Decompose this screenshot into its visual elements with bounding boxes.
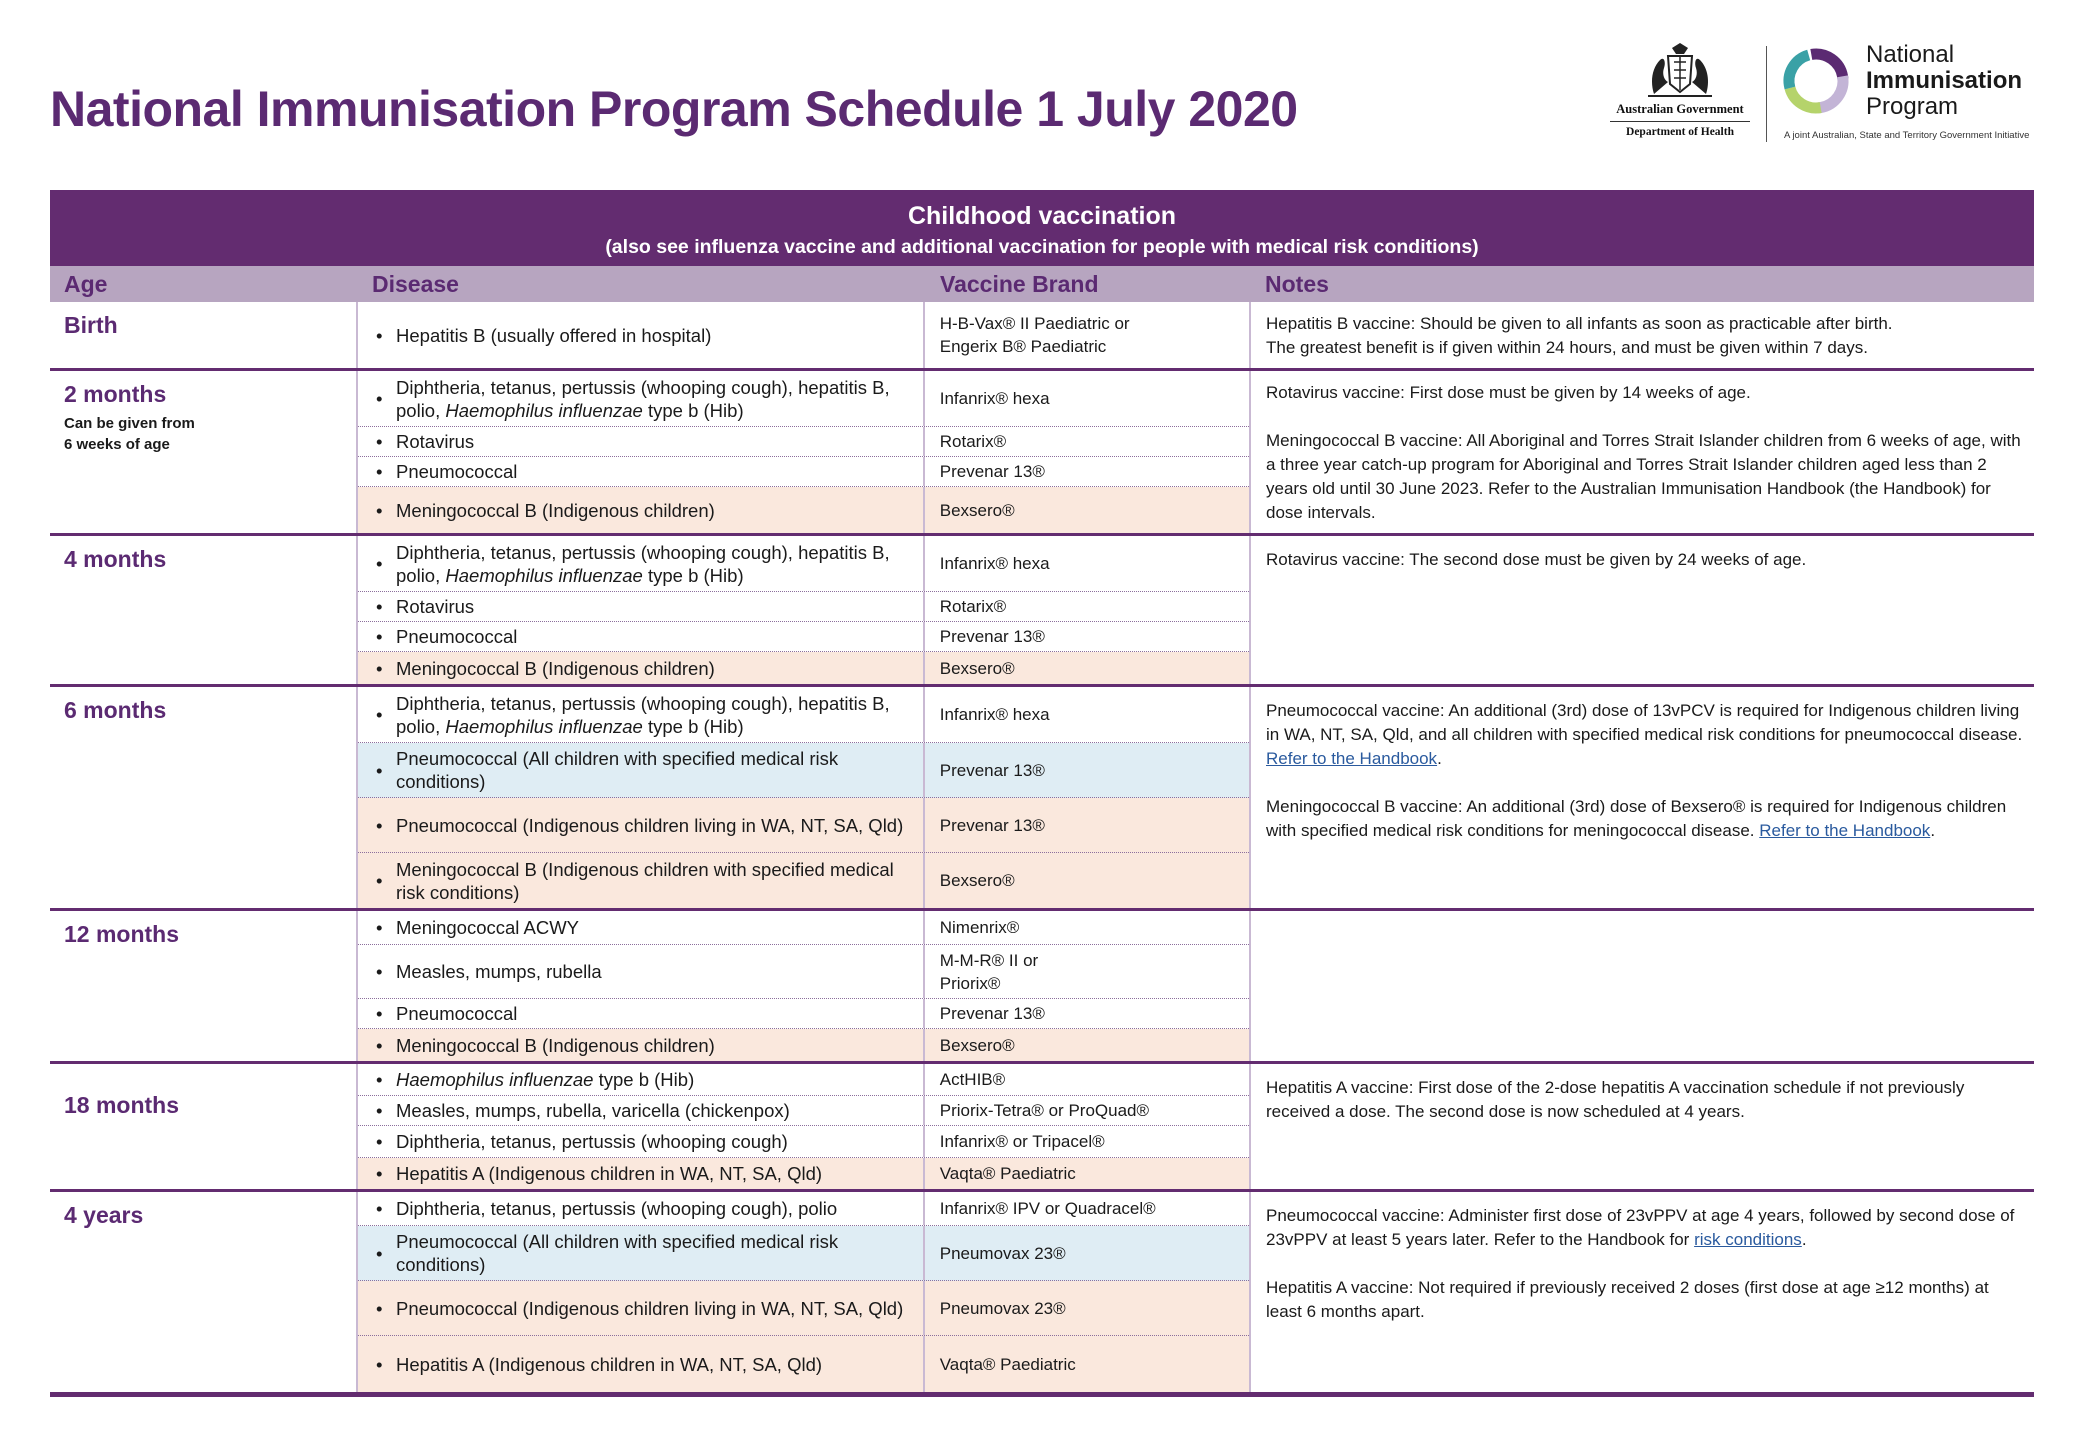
vaccine-cell <box>925 853 1249 908</box>
col-disease: Disease <box>372 270 459 297</box>
disease-cell <box>358 1158 925 1189</box>
disease-cell <box>358 427 925 456</box>
vaccine-cell <box>925 999 1249 1028</box>
col-age: Age <box>64 270 108 297</box>
vaccine-text: H-B-Vax® II Paediatric or Engerix B® Paediatric <box>939 314 1130 356</box>
note-text <box>1266 548 2024 572</box>
vaccine-text: ActHIB® <box>939 1070 1006 1089</box>
disease-text: Diphtheria, tetanus, pertussis (whooping cough), polio <box>396 1198 838 1219</box>
gov-line1: Australian Government <box>1616 102 1744 116</box>
vaccine-cell <box>925 1192 1249 1225</box>
notes-cell <box>1251 1064 2034 1189</box>
logo-bar <box>1600 42 2040 152</box>
age-cell <box>50 1064 358 1189</box>
note-text <box>1266 1276 2024 1324</box>
disease-text: Rotavirus <box>396 596 475 617</box>
disease-cell <box>358 302 925 368</box>
col-vaccine: Vaccine Brand <box>940 270 1099 297</box>
table-row <box>358 743 1249 798</box>
vaccine-text: Vaqta® Paediatric <box>939 1354 1076 1374</box>
age-cell <box>50 911 358 1061</box>
disease-cell <box>358 487 925 533</box>
australian-government-logo <box>1600 42 1760 142</box>
note-body: Rotavirus vaccine: First dose must be given by 14 weeks of age. <box>1266 383 1751 402</box>
age-group-2 <box>50 536 2034 687</box>
vaccine-cell <box>925 1226 1249 1280</box>
vaccine-cell <box>925 536 1249 591</box>
age-label: 6 months <box>64 697 167 723</box>
note-text <box>1266 1076 2024 1124</box>
vaccine-cell <box>925 1126 1249 1157</box>
handbook-link[interactable]: Refer to the Handbook <box>1759 821 1931 840</box>
disease-text: Diphtheria, tetanus, pertussis (whooping cough), hepatitis B, polio, Haemophilus influenzae type b (Hib) <box>396 692 890 737</box>
disease-cell <box>358 1029 925 1061</box>
vaccine-cell <box>925 622 1249 651</box>
vaccine-cell <box>925 371 1249 426</box>
bullet-icon: • <box>376 1003 383 1024</box>
note-body: Hepatitis A vaccine: Not required if previously received 2 doses (first dose at age ≥12 months) at least 6 months apart. <box>1266 1278 1989 1321</box>
bullet-icon: • <box>376 499 383 521</box>
vaccine-cell <box>925 945 1249 998</box>
note-text: Meningococcal B vaccine: An additional (3rd) dose of Bexsero® is required for Indigenous children with specified medical risk conditions for meningococcal disease. Refer to the Handbook. <box>1266 797 2007 840</box>
notes-cell <box>1251 911 2034 1061</box>
section-title: Childhood vaccination <box>907 202 1177 230</box>
vaccine-text: Priorix-Tetra® or ProQuad® <box>939 1101 1150 1120</box>
table-row <box>358 1192 1249 1226</box>
vaccine-rows <box>358 687 1251 908</box>
disease-text: Meningococcal B (Indigenous children) <box>396 657 715 679</box>
bullet-icon: • <box>376 657 383 679</box>
table-row <box>358 622 1249 652</box>
nip-wordmark <box>1866 42 2022 120</box>
table-row <box>358 999 1249 1029</box>
nip-ring-icon <box>1780 45 1852 117</box>
disease-cell <box>358 457 925 486</box>
disease-text: Hepatitis A (Indigenous children in WA, NT, SA, Qld) <box>396 1163 823 1184</box>
vaccine-cell <box>925 1158 1249 1189</box>
disease-cell <box>358 798 925 852</box>
table-row <box>358 1281 1249 1336</box>
age-cell <box>50 536 358 684</box>
disease-text: Meningococcal ACWY <box>396 917 580 938</box>
bullet-icon: • <box>376 324 383 346</box>
table-row <box>358 853 1249 908</box>
bullet-icon: • <box>376 461 383 482</box>
note-body: Hepatitis B vaccine: Should be given to all infants as soon as practicable after birth. The greatest benefit is if given within 24 hours, and must be given within 7 days. <box>1266 314 1893 357</box>
disease-text: Meningococcal B (Indigenous children) <box>396 499 715 521</box>
table-row <box>358 798 1249 853</box>
note-body: Rotavirus vaccine: The second dose must be given by 24 weeks of age. <box>1266 550 1807 569</box>
bullet-icon: • <box>376 388 383 409</box>
note-text: Pneumococcal vaccine: Administer first dose of 23vPPV at age 4 years, followed by second dose of 23vPPV at least 5 years later. Refer to the Handbook for risk conditions. <box>1266 1206 2015 1249</box>
vaccine-cell <box>925 798 1249 852</box>
disease-text: Pneumococcal <box>396 1003 518 1024</box>
vaccine-text: M-M-R® II or Priorix® <box>939 950 1039 993</box>
nip-tagline: A joint Australian, State and Territory Government Initiative <box>1784 130 2030 141</box>
table-row <box>358 1029 1249 1061</box>
age-cell <box>50 1192 358 1392</box>
disease-text: Measles, mumps, rubella, varicella (chickenpox) <box>396 1100 790 1121</box>
disease-text: Hepatitis B (usually offered in hospital) <box>396 324 712 346</box>
note-body: Hepatitis A vaccine: First dose of the 2-dose hepatitis A vaccination schedule if not previously received a dose. The second dose is now scheduled at 4 years. <box>1266 1078 1965 1121</box>
section-band <box>50 190 2034 266</box>
table-row <box>358 1064 1249 1096</box>
bullet-icon: • <box>376 1242 383 1264</box>
disease-text: Diphtheria, tetanus, pertussis (whooping cough), hepatitis B, polio, Haemophilus influenzae type b (Hib) <box>396 541 890 586</box>
disease-cell <box>358 1126 925 1157</box>
vaccine-cell <box>925 427 1249 456</box>
disease-text: Meningococcal B (Indigenous children) <box>396 1034 715 1056</box>
table-row <box>358 1096 1249 1126</box>
schedule-body <box>50 302 2034 1395</box>
disease-text: Pneumococcal <box>396 461 518 482</box>
disease-cell <box>358 911 925 944</box>
disease-text: Diphtheria, tetanus, pertussis (whooping cough) <box>396 1131 788 1152</box>
disease-cell <box>358 853 925 908</box>
table-row <box>358 1126 1249 1158</box>
age-label: 4 months <box>64 546 167 572</box>
age-label: 4 years <box>64 1202 144 1228</box>
bullet-icon: • <box>376 1034 383 1056</box>
disease-text: Meningococcal B (Indigenous children with specified medical risk conditions) <box>396 858 894 903</box>
age-group-4 <box>50 911 2034 1064</box>
note-text <box>1266 429 2024 525</box>
vaccine-text: Infanrix® hexa <box>939 705 1050 724</box>
table-row <box>358 427 1249 457</box>
disease-cell <box>358 592 925 621</box>
vaccine-cell <box>925 302 1249 368</box>
vaccine-text: Bexsero® <box>939 1035 1015 1055</box>
disease-cell <box>358 1096 925 1125</box>
disease-text: Haemophilus influenzae type b (Hib) <box>396 1069 695 1090</box>
page-title: National Immunisation Program Schedule 1 July 2020 <box>50 81 1298 137</box>
disease-text: Diphtheria, tetanus, pertussis (whooping cough), hepatitis B, polio, Haemophilus influenzae type b (Hib) <box>396 376 890 421</box>
vaccine-text: Bexsero® <box>939 500 1015 520</box>
note-text <box>1266 312 2024 360</box>
disease-text: Pneumococcal (All children with specified medical risk conditions) <box>396 1231 839 1275</box>
note-text <box>1266 381 2024 405</box>
bullet-icon: • <box>376 1069 383 1090</box>
disease-cell <box>358 999 925 1028</box>
bullet-icon: • <box>376 1353 383 1375</box>
vaccine-text: Infanrix® hexa <box>939 389 1050 408</box>
bullet-icon: • <box>376 553 383 574</box>
vaccine-cell <box>925 592 1249 621</box>
section-subtitle: (also see influenza vaccine and additional vaccination for people with medical risk conditions) <box>605 236 1479 258</box>
age-group-3 <box>50 687 2034 911</box>
table-row <box>358 536 1249 592</box>
vaccine-cell <box>925 1064 1249 1095</box>
age-group-1 <box>50 371 2034 536</box>
vaccine-cell <box>925 1029 1249 1061</box>
vaccine-cell <box>925 1336 1249 1392</box>
table-row <box>358 302 1249 368</box>
note-body: Pneumococcal vaccine: An additional (3rd) dose of 13vPCV is required for Indigenous children living in WA, NT, SA, Qld, and all children with specified medical risk conditions for pneumococcal disease. <box>1266 701 2023 744</box>
vaccine-text: Rotarix® <box>939 597 1007 616</box>
vaccine-text: Prevenar 13® <box>939 815 1045 835</box>
vaccine-cell <box>925 1281 1249 1335</box>
age-label: 2 months <box>64 381 167 407</box>
vaccine-text: Infanrix® IPV or Quadracel® <box>939 1199 1156 1218</box>
vaccine-cell <box>925 652 1249 684</box>
notes-cell <box>1251 371 2034 533</box>
table-row <box>358 457 1249 487</box>
age-group-5 <box>50 1064 2034 1192</box>
bullet-icon: • <box>376 431 383 452</box>
coat-of-arms-icon <box>1640 42 1720 98</box>
table-row <box>358 371 1249 427</box>
disease-cell <box>358 1336 925 1392</box>
note-body: Pneumococcal vaccine: Administer first dose of 23vPPV at age 4 years, followed by second dose of 23vPPV at least 5 years later. Refer to the Handbook for <box>1266 1206 2015 1249</box>
disease-text: Pneumococcal (All children with specified medical risk conditions) <box>396 748 839 792</box>
vaccine-text: Prevenar 13® <box>939 627 1045 646</box>
age-cell <box>50 302 358 368</box>
disease-cell <box>358 1281 925 1335</box>
disease-cell <box>358 743 925 797</box>
vaccine-cell <box>925 911 1249 944</box>
vaccine-cell <box>925 1096 1249 1125</box>
vaccine-text: Pneumovax 23® <box>939 1298 1066 1318</box>
bullet-icon: • <box>376 1100 383 1121</box>
disease-cell <box>358 652 925 684</box>
table-row <box>358 592 1249 622</box>
vaccine-rows <box>358 536 1251 684</box>
bullet-icon: • <box>376 1163 383 1184</box>
table-row <box>358 687 1249 743</box>
table-row <box>358 487 1249 533</box>
table-row <box>358 1336 1249 1392</box>
vaccine-text: Infanrix® hexa <box>939 554 1050 573</box>
table-row <box>358 652 1249 684</box>
disease-text: Pneumococcal (Indigenous children living in WA, NT, SA, Qld) <box>396 814 904 836</box>
table-row <box>358 1158 1249 1189</box>
note-text: Pneumococcal vaccine: An additional (3rd) dose of 13vPCV is required for Indigenous children living in WA, NT, SA, Qld, and all children with specified medical risk conditions for pneumococcal disease. Refer to the Handbook. <box>1266 701 2023 768</box>
bullet-icon: • <box>376 704 383 725</box>
vaccine-cell <box>925 487 1249 533</box>
note-body: Meningococcal B vaccine: An additional (3rd) dose of Bexsero® is required for Indigenous children with specified medical risk conditions for meningococcal disease. <box>1266 797 2007 840</box>
disease-cell <box>358 622 925 651</box>
disease-text: Rotavirus <box>396 431 475 452</box>
table-bottom-rule <box>50 1392 2034 1397</box>
nip-line3: Program <box>1866 93 1959 120</box>
gov-line2: Department of Health <box>1626 126 1734 138</box>
notes-cell <box>1251 687 2034 908</box>
logo-divider <box>1766 46 1767 142</box>
table-row <box>358 945 1249 999</box>
bullet-icon: • <box>376 917 383 938</box>
nip-line1: National <box>1866 41 1955 68</box>
age-label: 18 months <box>64 1092 180 1118</box>
bullet-icon: • <box>376 870 383 891</box>
column-headers <box>50 266 2034 302</box>
vaccine-rows <box>358 911 1251 1061</box>
nip-line2: Immunisation <box>1866 67 2023 94</box>
disease-cell <box>358 536 925 591</box>
vaccine-text: Pneumovax 23® <box>939 1243 1066 1263</box>
vaccine-cell <box>925 457 1249 486</box>
bullet-icon: • <box>376 814 383 836</box>
vaccine-text: Prevenar 13® <box>939 760 1045 780</box>
notes-cell <box>1251 1192 2034 1392</box>
vaccine-text: Prevenar 13® <box>939 462 1045 481</box>
vaccine-rows <box>358 302 1251 368</box>
vaccine-text: Bexsero® <box>939 658 1015 678</box>
col-notes: Notes <box>1265 270 1329 297</box>
disease-text: Measles, mumps, rubella <box>396 961 602 982</box>
disease-cell <box>358 945 925 998</box>
age-cell <box>50 687 358 908</box>
notes-cell <box>1251 302 2034 368</box>
disease-cell <box>358 371 925 426</box>
vaccine-text: Vaqta® Paediatric <box>939 1164 1076 1183</box>
vaccine-text: Rotarix® <box>939 432 1007 451</box>
vaccine-rows <box>358 1064 1251 1189</box>
disease-text: Pneumococcal (Indigenous children living in WA, NT, SA, Qld) <box>396 1297 904 1319</box>
bullet-icon: • <box>376 626 383 647</box>
vaccine-cell <box>925 687 1249 742</box>
vaccine-text: Bexsero® <box>939 871 1015 890</box>
age-sub-label: Can be given from 6 weeks of age <box>64 415 195 453</box>
disease-cell <box>358 1064 925 1095</box>
vaccine-cell <box>925 743 1249 797</box>
disease-cell <box>358 687 925 742</box>
disease-cell <box>358 1226 925 1280</box>
handbook-link[interactable]: risk conditions <box>1694 1230 1802 1249</box>
age-cell <box>50 371 358 533</box>
age-group-0 <box>50 302 2034 371</box>
bullet-icon: • <box>376 961 383 982</box>
notes-cell <box>1251 536 2034 684</box>
bullet-icon: • <box>376 759 383 781</box>
schedule-table <box>50 190 2034 1397</box>
vaccine-text: Prevenar 13® <box>939 1004 1045 1023</box>
age-group-6 <box>50 1192 2034 1395</box>
vaccine-rows <box>358 371 1251 533</box>
bullet-icon: • <box>376 1198 383 1219</box>
bullet-icon: • <box>376 596 383 617</box>
note-body: Meningococcal B vaccine: All Aboriginal and Torres Strait Islander children from 6 weeks of age, with a three year catch-up program for Aboriginal and Torres Strait Islander children aged less than 2 years old until 30 June 2023. Refer to the Australian Immunisation Handbook (the Handbook) for dose intervals. <box>1266 431 2021 522</box>
age-label: 12 months <box>64 921 180 947</box>
table-row <box>358 911 1249 945</box>
vaccine-rows <box>358 1192 1251 1392</box>
bullet-icon: • <box>376 1131 383 1152</box>
disease-text: Pneumococcal <box>396 626 518 647</box>
vaccine-text: Infanrix® or Tripacel® <box>939 1132 1105 1151</box>
bullet-icon: • <box>376 1297 383 1319</box>
age-label: Birth <box>64 312 118 338</box>
disease-text: Hepatitis A (Indigenous children in WA, NT, SA, Qld) <box>396 1353 823 1375</box>
disease-cell <box>358 1192 925 1225</box>
handbook-link[interactable]: Refer to the Handbook <box>1266 749 1438 768</box>
vaccine-text: Nimenrix® <box>939 918 1020 937</box>
table-row <box>358 1226 1249 1281</box>
